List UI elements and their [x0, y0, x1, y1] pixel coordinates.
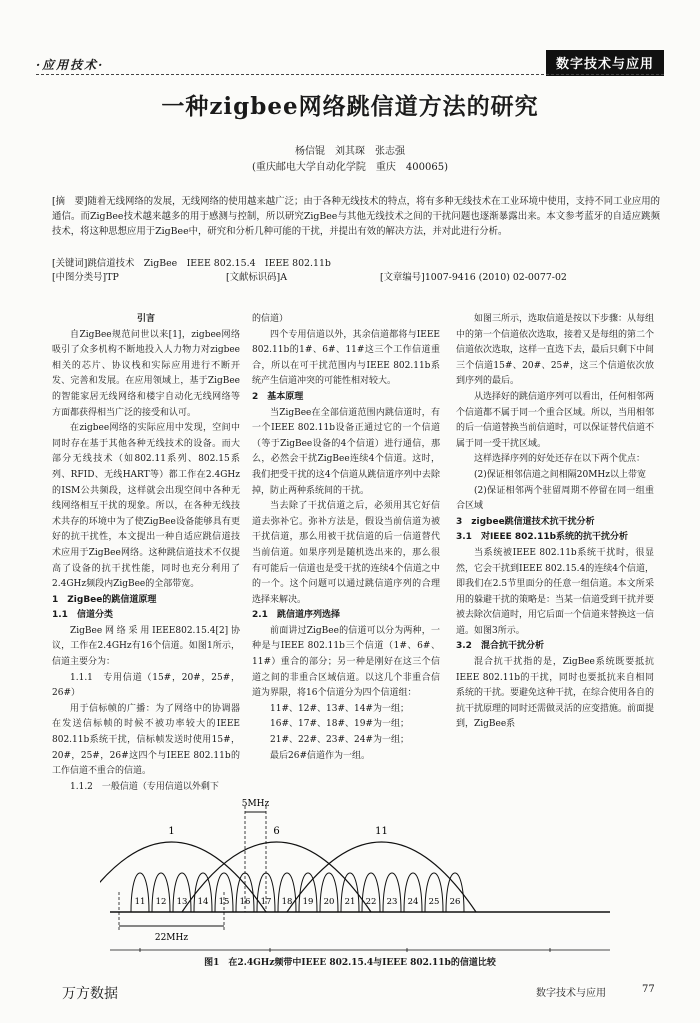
zigbee-channel-label: 23	[386, 897, 398, 907]
body-column-1	[52, 312, 240, 795]
paragraph: 这样选择序列的好处还存在以下两个优点：	[474, 454, 646, 465]
paragraph: 21#、22#、23#、24#为一组；	[270, 735, 409, 746]
journal-name-badge: 数字技术与应用	[546, 50, 664, 76]
spacing-label: 5MHz	[241, 799, 270, 809]
footer-source: 万方数据	[62, 986, 118, 1002]
paragraph: (2)保证相邻两个驻留周期不停留在同一组重合区域	[456, 485, 654, 512]
paragraph: 16#、17#、18#、19#为一组；	[270, 719, 409, 730]
section-heading: 2.1 跳信道序列选择	[252, 610, 340, 621]
header-divider	[36, 74, 664, 75]
article-affiliation: (重庆邮电大学自动化学院 重庆 400065)	[252, 162, 448, 173]
wifi-channel-label: 11	[375, 826, 388, 837]
wifi-channel-label: 6	[273, 826, 280, 837]
article-number: [文章编号]1007-9416 (2010) 02-0077-02	[380, 272, 567, 283]
zigbee-channel-label: 24	[407, 897, 419, 907]
zigbee-channel-label: 17	[260, 897, 272, 907]
zigbee-channel-label: 21	[344, 897, 356, 907]
body-column-3	[456, 312, 654, 733]
zigbee-channel-label: 15	[218, 897, 230, 907]
document-code: [文献标识码]A	[226, 272, 287, 283]
paragraph: 1.1.1 专用信道（15#，20#，25#，26#）	[52, 672, 240, 699]
paragraph: 如图三所示，选取信道是按以下步骤：从每组中的第一个信道依次选取，接着又是每组的第二个信道依次选取，这样一直选下去，最后只剩下中间三个信道15#、20#、25#，这三个信道依次放到序列的最后。	[456, 314, 655, 387]
zigbee-channel-label: 19	[302, 897, 314, 907]
figure-caption: 图1 在2.4GHz频带中IEEE 802.15.4与IEEE 802.11b的信道比较	[204, 958, 496, 968]
zigbee-channel-label: 14	[197, 897, 209, 907]
wifi-channel-arc	[287, 842, 476, 912]
section-heading: 3.2 混合抗干扰分析	[456, 641, 544, 652]
zigbee-channel-label: 11	[134, 897, 146, 907]
paragraph: 前面讲过ZigBee的信道可以分为两种，一种是与IEEE 802.11b三个信道（1#、6#、11#）重合的部分；另一种是刚好在这三个信道之间的非重合区域信道。以这几个非重合信道为界限，将16个信道分为四个信道组：	[252, 625, 440, 699]
footer-journal: 数字技术与应用	[536, 988, 606, 999]
paragraph: 当去除了干扰信道之后，必须用其它好信道去弥补它。弥补方法是，假设当前信道为被干扰信道，那么用被干扰信道的后一信道替代当前信道。如果序列是随机选出来的，那么很有可能后一信道也是受干扰的连续4个信道之中的一个。这个问题可以通过跳信道序列的合理选择来解决。	[252, 501, 440, 605]
zigbee-channel-label: 12	[155, 897, 167, 907]
section-heading: 2 基本原理	[252, 391, 304, 402]
paragraph: 自ZigBee规范问世以来[1]，zigbee网络吸引了众多机构不断地投入人力物力对zigbee相关的芯片、协议栈和实际应用进行不断开发、完善和发展。在应用领域上，基于ZigBee的智能家居无线网络和楼宇自动化无线网络等方面都获得相当广泛的接受和认可。	[52, 329, 240, 418]
zigbee-channel-label: 18	[281, 897, 293, 907]
body-column-2	[252, 312, 440, 764]
zigbee-channel-label: 20	[323, 897, 335, 907]
abstract: [摘 要]随着无线网络的发展，无线网络的使用越来越广泛；由于各种无线技术的特点，将有多种无线技术在工业环境中使用，支持不同工业应用的通信。而ZigBee技术越来越多的用于感测与控制，所以研究ZigBee与其他无线技术之间的干扰问题也逐渐暴露出来。本文参考蓝牙的自适应跳频技术，将这种思想应用于ZigBee中，研究和分析几种可能的干扰，并提出有效的解决方法，并对此进行分析。	[52, 196, 660, 237]
paragraph: 最后26#信道作为一组。	[270, 750, 370, 761]
section-label: ·应用技术·	[36, 58, 105, 72]
clc-number: [中图分类号]TP	[52, 272, 119, 283]
wifi-channel-label: 1	[168, 826, 175, 837]
paragraph: 用于信标帧的广播：为了网络中的协调器在发送信标帧的时候不被功率较大的IEEE 802.11b系统干扰，信标帧发送时使用15#，20#，25#，26#这四个与IEEE 802.11b的工作信道不重合的信道。	[52, 703, 240, 777]
wifi-channel-arc	[182, 842, 371, 912]
zigbee-channel-label: 26	[449, 897, 461, 907]
paragraph: 当系统被IEEE 802.11b系统干扰时，很显然，它会干扰到IEEE 802.15.4的连续4个信道，即我们在2.5节里面分的任意一组信道。本文所采用的躲避干扰的策略是：当某一信道受到干扰并要被去除次信道时，用它后面一个信道来替换这一信道。如图3所示。	[456, 547, 655, 636]
page-number: 77	[642, 984, 655, 995]
paragraph: 从选择好的跳信道序列可以看出，任何相邻两个信道都不属于同一个重合区域。所以，当用相邻的后一信道替换当前信道时，可以保证替代信道不属于同一受干扰区域。	[456, 391, 655, 449]
article-authors: 杨信锟 刘其琛 张志强	[295, 146, 405, 157]
paragraph: 11#、12#、13#、14#为一组；	[270, 703, 409, 714]
paragraph: 当ZigBee在全部信道范围内跳信道时，有一个IEEE 802.11b设备正通过它的一个信道（等于ZigBee设备的4个信道）进行通信，那么，必然会干扰ZigBee连续4个信道。这时，我们把受干扰的这4个信道从跳信道序列中去除掉，防止两种系统间的干扰。	[252, 407, 440, 496]
bandwidth-label: 22MHz	[154, 933, 189, 943]
section-heading: 1 ZigBee的跳信道原理	[52, 594, 157, 605]
section-heading: 引言	[136, 314, 155, 324]
paragraph: 1.1.2 一般信道（专用信道以外剩下	[70, 781, 219, 792]
section-heading: 3.1 对IEEE 802.11b系统的抗干扰分析	[456, 532, 629, 543]
zigbee-channel-label: 13	[176, 897, 188, 907]
figure-channel-comparison	[100, 792, 620, 952]
keywords: [关键词]跳信道技术 ZigBee IEEE 802.15.4 IEEE 802.11b	[52, 258, 331, 269]
paragraph: 的信道）	[252, 314, 289, 324]
zigbee-channel-label: 16	[239, 897, 251, 907]
section-heading: 3 zigbee跳信道技术抗干扰分析	[456, 516, 595, 527]
article-title: 一种zigbee网络跳信道方法的研究	[161, 93, 539, 120]
paragraph: 四个专用信道以外，其余信道都将与IEEE 802.11b的1#、6#、11#这三个工作信道重合，所以在可干扰范围内与IEEE 802.11b系统产生信道冲突的可能性相对较大。	[252, 329, 440, 387]
paragraph: 混合抗干扰指的是，ZigBee系统既要抵抗IEEE 802.11b的干扰，同时也要抵抗来自相同系统的干扰。要避免这种干扰，在综合使用各自的抗干扰原理的同时还需做灵活的应变措施。前面提到，ZigBee系	[456, 657, 655, 730]
zigbee-channel-label: 25	[428, 897, 440, 907]
zigbee-channel-label: 22	[365, 897, 377, 907]
paragraph: (2)保证相邻信道之间相隔20MHz以上带宽	[474, 469, 647, 480]
section-heading: 1.1 信道分类	[52, 610, 113, 621]
paragraph: 在zigbee网络的实际应用中发现，空间中同时存在基于其他各种无线技术的设备。而大部分无线技术（如802.11系列、802.15系列、RFID、无线HART等）都工作在2.4GHz的ISM公共频段，这样就会出现空间中各种无线网络相互干扰的现象。所以，在各种无线技术共存的环境中为了使ZigBee设备能够具有更好的抗干扰性，本文提出一种自适应跳信道技术应用于ZigBee网络。这种跳信道技术不仅提高了设备的抗干扰性能，同时也充分利用了2.4GHz频段内ZigBee的全部带宽。	[52, 423, 240, 590]
paragraph: ZigBee网络采用IEEE802.15.4[2]协议，工作在2.4GHz有16个信道。如图1所示，信道主要分为：	[52, 625, 240, 668]
